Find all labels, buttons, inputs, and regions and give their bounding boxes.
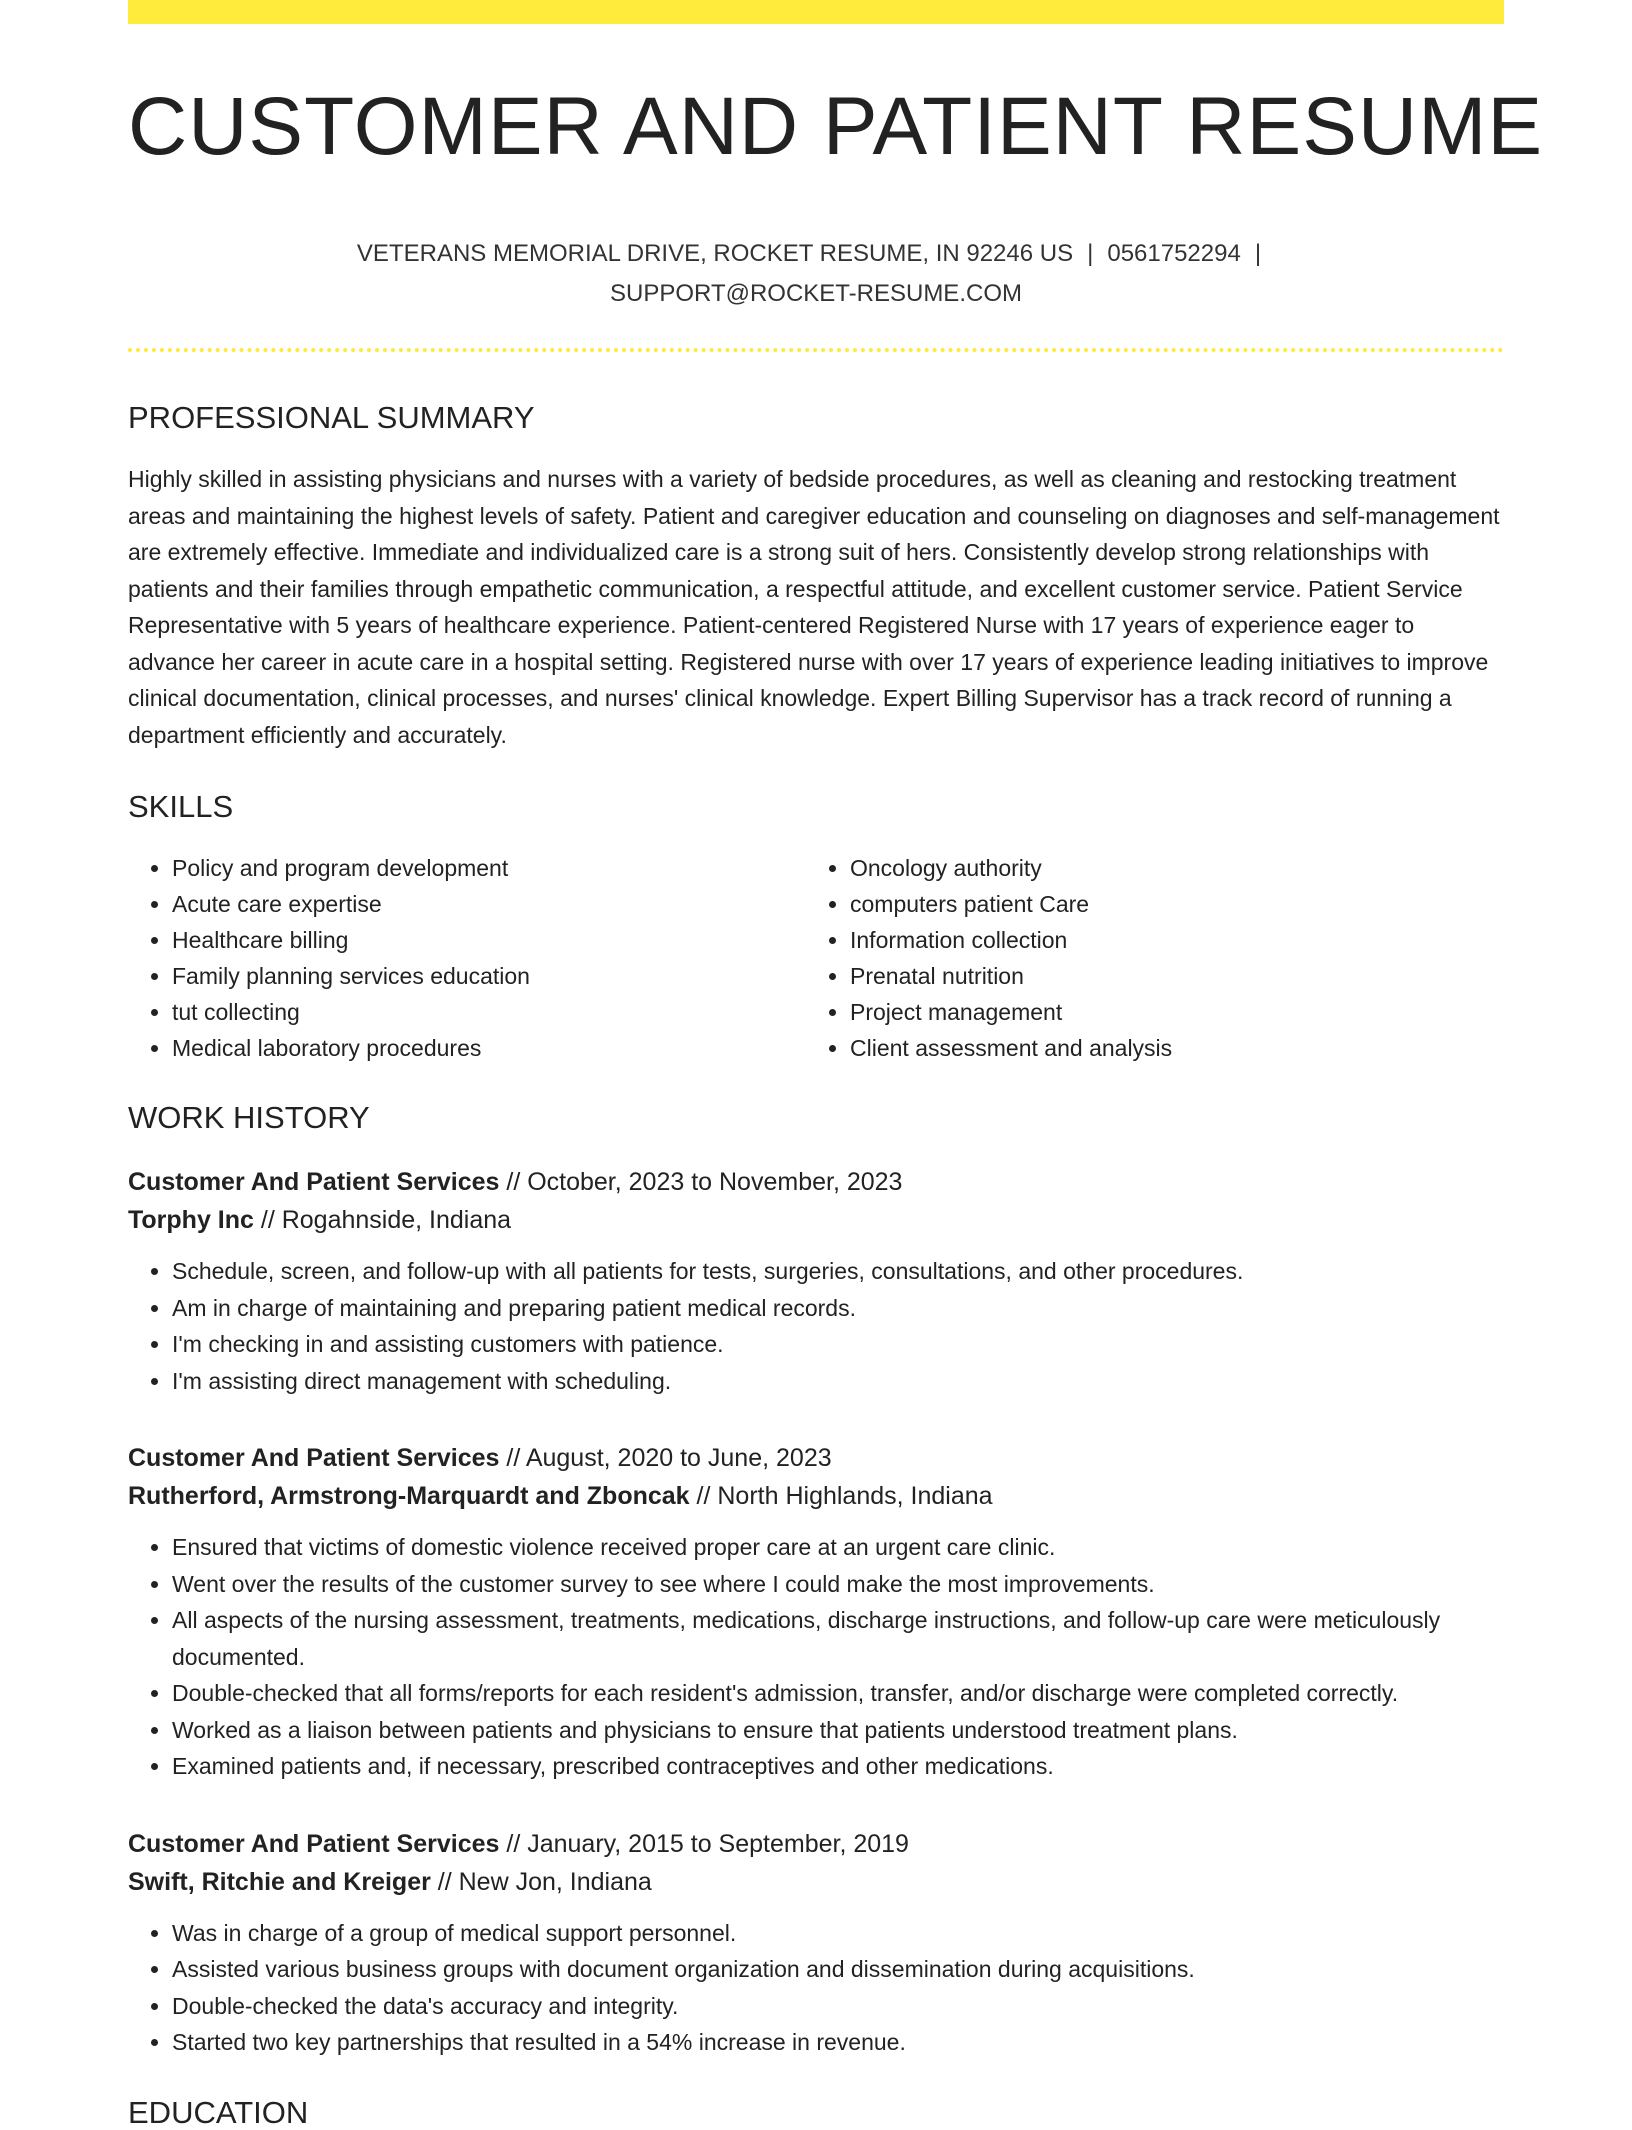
skill-item: • Healthcare billing <box>172 922 806 958</box>
skill-item: • Project management <box>850 994 1490 1030</box>
accent-bar <box>128 0 1504 24</box>
job-bullet: • Am in charge of maintaining and preparing patient medical records. <box>172 1290 1504 1327</box>
dotted-divider <box>128 348 1504 352</box>
job-bullets <box>128 1529 1504 1785</box>
job-company-line <box>128 1477 1504 1515</box>
skill-item: • Policy and program development <box>172 850 806 886</box>
job-location: // Rogahnside, Indiana <box>253 1206 512 1235</box>
job-title-line <box>128 1163 1504 1201</box>
job-dates: // January, 2015 to September, 2019 <box>499 1829 909 1858</box>
skill-item: • Oncology authority <box>850 850 1490 886</box>
resume-page <box>128 0 1544 2130</box>
contact-line-1 <box>128 234 1504 274</box>
email: SUPPORT@ROCKET-RESUME.COM <box>610 280 1022 308</box>
resume-title: CUSTOMER AND PATIENT RESUME <box>128 81 1544 172</box>
job-bullet: • Schedule, screen, and follow-up with all patients for tests, surgeries, consultations, and other procedures. <box>172 1253 1504 1290</box>
summary-heading: PROFESSIONAL SUMMARY <box>128 400 535 436</box>
job-location: // New Jon, Indiana <box>430 1867 652 1896</box>
job-title: Customer And Patient Services <box>128 1444 500 1473</box>
skill-item: • Information collection <box>850 922 1490 958</box>
skill-item: • Acute care expertise <box>172 886 806 922</box>
education-heading: EDUCATION <box>128 2094 309 2130</box>
skills-column-left <box>128 850 806 1066</box>
contact-line-2 <box>128 274 1504 314</box>
job-bullet: • Examined patients and, if necessary, prescribed contraceptives and other medications. <box>172 1748 1504 1785</box>
job-entry <box>128 1825 1504 2061</box>
phone: 0561752294 <box>1107 240 1241 268</box>
job-bullet: • Ensured that victims of domestic violence received proper care at an urgent care clinic. <box>172 1529 1504 1566</box>
skills-heading: SKILLS <box>128 789 234 825</box>
job-title-line <box>128 1439 1504 1477</box>
job-dates: // October, 2023 to November, 2023 <box>499 1168 903 1197</box>
job-dates: // August, 2020 to June, 2023 <box>499 1444 832 1473</box>
skill-item: • Prenatal nutrition <box>850 958 1490 994</box>
job-title: Customer And Patient Services <box>128 1829 500 1858</box>
job-bullets <box>128 1253 1504 1399</box>
job-bullets <box>128 1915 1504 2061</box>
job-title: Customer And Patient Services <box>128 1168 500 1197</box>
address: VETERANS MEMORIAL DRIVE, ROCKET RESUME, IN 92246 US <box>356 240 1074 268</box>
job-entry <box>128 1439 1504 1785</box>
job-bullet: • Double-checked the data's accuracy and integrity. <box>172 1988 1504 2025</box>
job-title-line <box>128 1825 1504 1863</box>
summary-text: Highly skilled in assisting physicians and nurses with a variety of bedside procedures, as well as cleaning and restocking treatment areas and maintaining the highest levels of safety. Patient and caregiver education and counseling on diagnoses and self-management are extremely effective. Immediate and individualized care is a strong suit of hers. Consistently develop strong relationships with patients and their families through empathetic communication, a respectful attitude, and excellent customer service. Patient Service Representative with 5 years of healthcare experience. Patient-centered Registered Nurse with 17 years of experience eager to advance her career in acute care in a hospital setting. Registered nurse with over 17 years of experience leading initiatives to improve clinical documentation, clinical processes, and nurses' clinical knowledge. Expert Billing Supervisor has a track record of running a department efficiently and accurately. <box>128 466 1500 748</box>
skill-item: • Medical laboratory procedures <box>172 1030 806 1066</box>
job-bullet: • Double-checked that all forms/reports for each resident's admission, transfer, and/or discharge were completed correctly. <box>172 1675 1504 1712</box>
job-location: // North Highlands, Indiana <box>689 1482 993 1511</box>
skill-item: • computers patient Care <box>850 886 1490 922</box>
job-company: Torphy Inc <box>128 1206 254 1235</box>
contact-info <box>128 234 1504 314</box>
job-company-line <box>128 1201 1504 1239</box>
job-bullet: • I'm checking in and assisting customers with patience. <box>172 1326 1504 1363</box>
job-company: Rutherford, Armstrong-Marquardt and Zboncak <box>128 1482 690 1511</box>
skill-item: • Client assessment and analysis <box>850 1030 1490 1066</box>
job-bullet: • Worked as a liaison between patients and physicians to ensure that patients understood treatment plans. <box>172 1712 1504 1749</box>
work-history-heading: WORK HISTORY <box>128 1100 370 1136</box>
job-bullet: • Went over the results of the customer survey to see where I could make the most improvements. <box>172 1566 1504 1603</box>
job-bullet: • All aspects of the nursing assessment, treatments, medications, discharge instructions, and follow-up care were meticulously documented. <box>172 1602 1504 1675</box>
skills-column-right <box>806 850 1490 1066</box>
job-bullet: • Assisted various business groups with document organization and dissemination during acquisitions. <box>172 1951 1504 1988</box>
job-company: Swift, Ritchie and Kreiger <box>128 1867 431 1896</box>
skill-item: • Family planning services education <box>172 958 806 994</box>
job-entry <box>128 1163 1504 1399</box>
skill-item: • tut collecting <box>172 994 806 1030</box>
job-company-line <box>128 1863 1504 1901</box>
job-bullet: • Started two key partnerships that resulted in a 54% increase in revenue. <box>172 2024 1504 2061</box>
skills-list <box>128 850 1504 1066</box>
contact-separator: | <box>1254 240 1262 268</box>
job-bullet: • I'm assisting direct management with scheduling. <box>172 1363 1504 1400</box>
contact-separator: | <box>1087 240 1094 268</box>
job-bullet: • Was in charge of a group of medical support personnel. <box>172 1915 1504 1952</box>
